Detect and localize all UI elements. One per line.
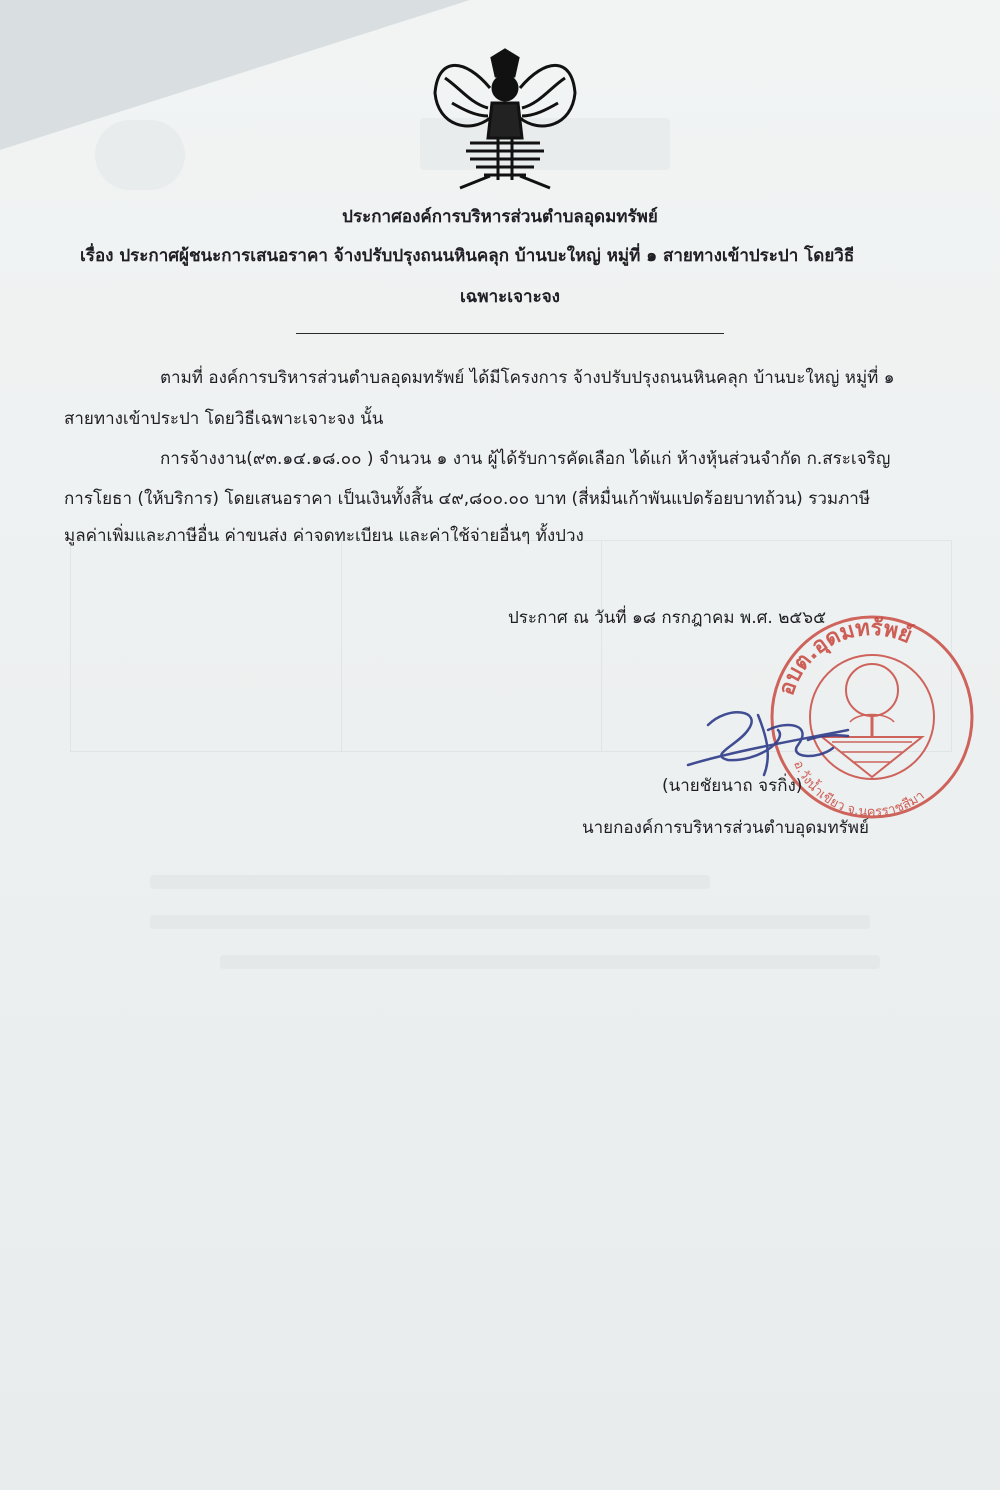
page-fold-shadow bbox=[0, 0, 470, 150]
signer-title: นายกองค์การบริหารส่วนตำบอุดมทรัพย์ bbox=[582, 818, 869, 838]
announcement-date: ประกาศ ณ วันที่ ๑๘ กรกฎาคม พ.ศ. ๒๕๖๕ bbox=[508, 608, 826, 628]
paragraph-1-line-2: สายทางเข้าประปา โดยวิธีเฉพาะเจาะจง นั้น bbox=[64, 409, 384, 429]
show-through-logo bbox=[95, 120, 185, 190]
paragraph-1-line-1: ตามที่ องค์การบริหารส่วนตำบลอุดมทรัพย์ ได้มีโครงการ จ้างปรับปรุงถนนหินคลุก บ้านบะใหญ่ หมู่ที่ ๑ bbox=[160, 368, 895, 388]
paragraph-2-line-3: มูลค่าเพิ่มและภาษีอื่น ค่าขนส่ง ค่าจดทะเบียน และค่าใช้จ่ายอื่นๆ ทั้งปวง bbox=[64, 526, 584, 546]
signer-name: (นายชัยนาถ จรกิ่ง) bbox=[662, 776, 803, 796]
show-through-line bbox=[150, 875, 710, 889]
show-through-line bbox=[220, 955, 880, 969]
garuda-emblem-icon bbox=[430, 48, 580, 198]
heading-divider bbox=[296, 333, 724, 334]
document-heading: ประกาศองค์การบริหารส่วนตำบลอุดมทรัพย์ bbox=[342, 207, 658, 227]
seal-text-top: อบต.อุดมทรัพย์ bbox=[774, 615, 916, 699]
subject-line-2: เฉพาะเจาะจง bbox=[460, 287, 560, 307]
paragraph-2-line-1: การจ้างงาน(๙๓.๑๔.๑๘.๐๐ ) จำนวน ๑ งาน ผู้ได้รับการคัดเลือก ได้แก่ ห้างหุ้นส่วนจำกัด ก.สระเจริญ bbox=[160, 449, 891, 469]
subject-line-1: เรื่อง ประกาศผู้ชนะการเสนอราคา จ้างปรับปรุงถนนหินคลุก บ้านบะใหญ่ หมู่ที่ ๑ สายทางเข้าประปา โดยวิธี bbox=[80, 246, 855, 266]
show-through-line bbox=[150, 915, 870, 929]
seal-text-bottom: อ.วังน้ำเขียว จ.นครราชสีมา bbox=[790, 758, 928, 821]
paragraph-2-line-2: การโยธา (ให้บริการ) โดยเสนอราคา เป็นเงินทั้งสิ้น ๔๙,๘๐๐.๐๐ บาท (สี่หมื่นเก้าพันแปดร้อยบาทถ้วน) รวมภาษี bbox=[64, 489, 871, 509]
